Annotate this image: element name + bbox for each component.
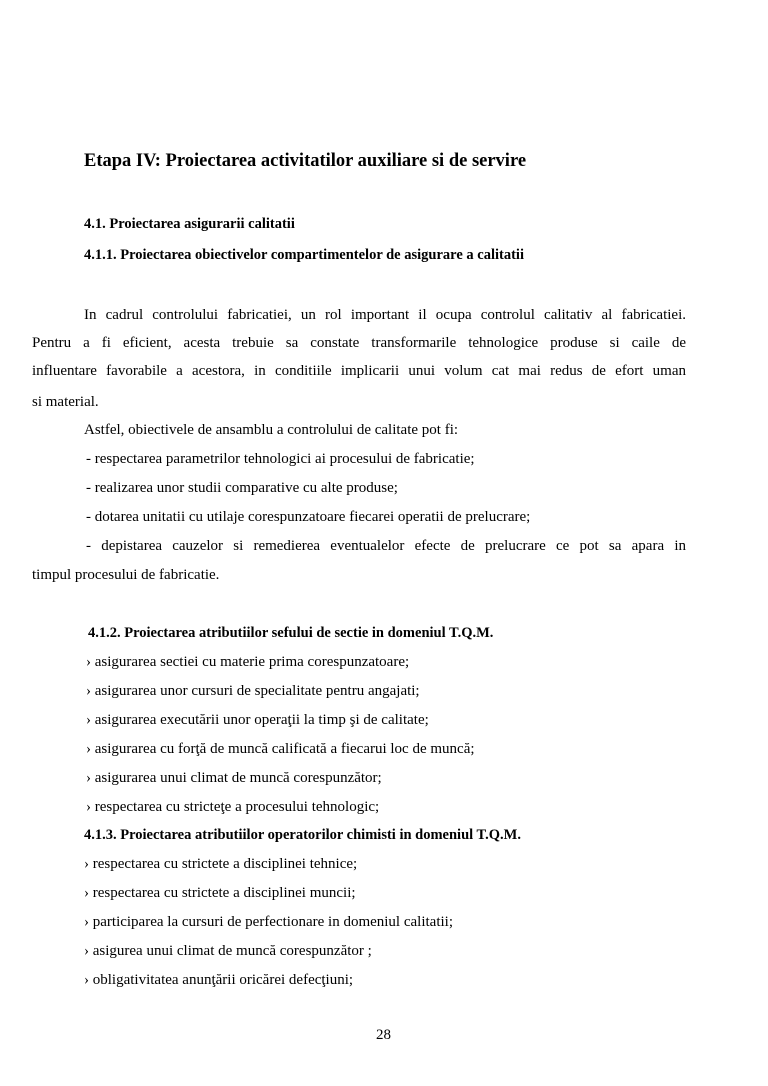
paragraph-line: si material.: [32, 394, 99, 410]
list-item: › respectarea cu strictete a disciplinei tehnice;: [84, 856, 358, 872]
list-item: - realizarea unor studii comparative cu alte produse;: [86, 480, 398, 496]
list-item: › asigurarea unor cursuri de specialitate pentru angajati;: [86, 683, 420, 699]
objectives-intro: Astfel, obiectivele de ansamblu a controlului de calitate pot fi:: [84, 422, 459, 438]
section-4-1-number: 4.1: [84, 216, 103, 232]
paragraph-line: influentare favorabile a acestora, in conditiile implicarii unui volum cat mai redus de efort uman: [32, 363, 686, 379]
section-4-1-heading: [84, 215, 295, 233]
list-item: - depistarea cauzelor si remedierea eventualelor efecte de prelucrare ce pot sa apara in: [86, 538, 686, 554]
page-number: 28: [376, 1027, 391, 1043]
list-item: › asigurarea executării unor operaţii la timp şi de calitate;: [86, 712, 429, 728]
section-4-1-label: . Proiectarea asigurarii calitatii: [102, 216, 295, 232]
paragraph-line: In cadrul controlului fabricatiei, un rol important il ocupa controlul calitativ al fabricatiei.: [84, 307, 686, 323]
list-item: › participarea la cursuri de perfectionare in domeniul calitatii;: [84, 914, 453, 930]
list-item: › obligativitatea anunţării oricărei defecţiuni;: [84, 972, 354, 988]
list-item-continuation: timpul procesului de fabricatie.: [32, 567, 220, 583]
section-4-1-1-heading: 4.1.1. Proiectarea obiectivelor compartimentelor de asigurare a calitatii: [84, 247, 524, 263]
list-item: › asigurea unui climat de muncă corespunzător ;: [84, 943, 372, 959]
page-title: Etapa IV: Proiectarea activitatilor auxiliare si de servire: [84, 151, 527, 171]
paragraph-line: Pentru a fi eficient, acesta trebuie sa constate transformarile tehnologice produse si caile de: [32, 335, 686, 351]
list-item: › respectarea cu strictete a disciplinei muncii;: [84, 885, 356, 901]
list-item: › respectarea cu stricteţe a procesului tehnologic;: [86, 799, 380, 815]
list-item: - dotarea unitatii cu utilaje corespunzatoare fiecarei operatii de prelucrare;: [86, 509, 531, 525]
section-4-1-2-heading: 4.1.2. Proiectarea atributiilor sefului de sectie in domeniul T.Q.M.: [88, 625, 494, 641]
list-item: › asigurarea sectiei cu materie prima corespunzatoare;: [86, 654, 410, 670]
section-4-1-3-heading: 4.1.3. Proiectarea atributiilor operatorilor chimisti in domeniul T.Q.M.: [84, 827, 521, 843]
list-item: › asigurarea unui climat de muncă corespunzător;: [86, 770, 382, 786]
list-item: - respectarea parametrilor tehnologici ai procesului de fabricatie;: [86, 451, 475, 467]
list-item: › asigurarea cu forţă de muncă calificată a fiecarui loc de muncă;: [86, 741, 475, 757]
